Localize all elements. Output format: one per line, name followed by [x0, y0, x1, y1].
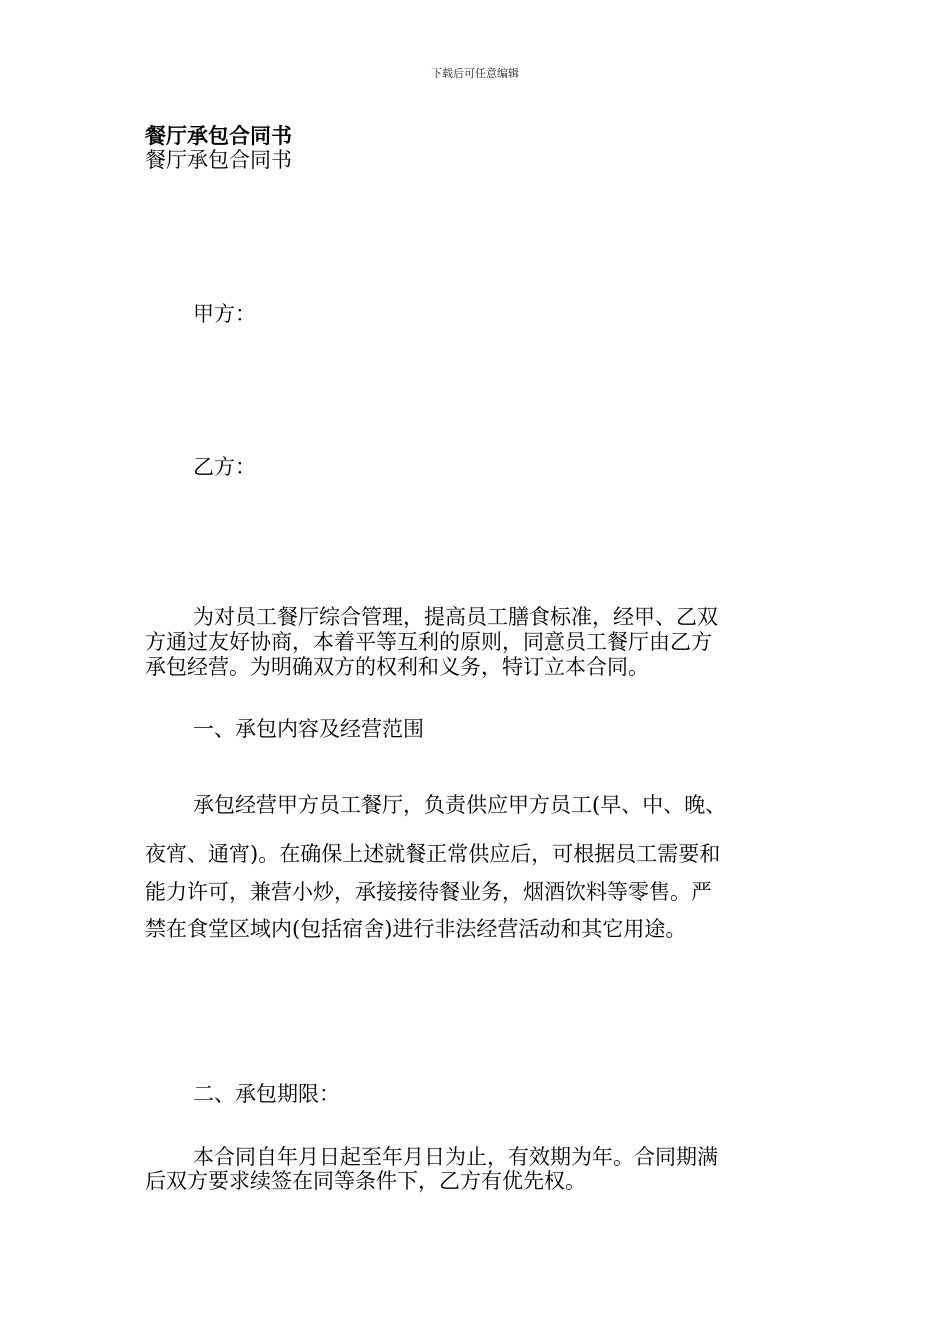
section-1-line: 夜宵、通宵)。在确保上述就餐正常供应后，可根据员工需要和: [145, 842, 721, 866]
section-1-line: 禁在食堂区域内(包括宿舍)进行非法经营活动和其它用途。: [145, 917, 687, 941]
section-2-heading: 二、承包期限：: [193, 1082, 340, 1106]
document-title-bold: 餐厅承包合同书: [145, 123, 292, 148]
intro-line: 承包经营。为明确双方的权利和义务，特订立本合同。: [145, 655, 649, 679]
section-1-line: 承包经营甲方员工餐厅，负责供应甲方员工(早、中、晚、: [193, 793, 727, 817]
section-2-line: 后双方要求续签在同等条件下，乙方有优先权。: [145, 1169, 586, 1193]
intro-line: 方通过友好协商，本着平等互利的原则，同意员工餐厅由乙方: [145, 630, 712, 654]
section-1-heading: 一、承包内容及经营范围: [193, 717, 424, 741]
section-2-line: 本合同自年月日起至年月日为止，有效期为年。合同期满: [193, 1145, 718, 1169]
intro-line: 为对员工餐厅综合管理，提高员工膳食标准，经甲、乙双: [193, 605, 718, 629]
header-note: 下载后可任意编辑: [431, 67, 519, 80]
document-title: 餐厅承包合同书: [145, 148, 292, 172]
party-a-label: 甲方：: [193, 302, 256, 326]
party-b-label: 乙方：: [193, 455, 256, 479]
section-1-line: 能力许可，兼营小炒，承接接待餐业务，烟酒饮料等零售。严: [145, 880, 712, 904]
